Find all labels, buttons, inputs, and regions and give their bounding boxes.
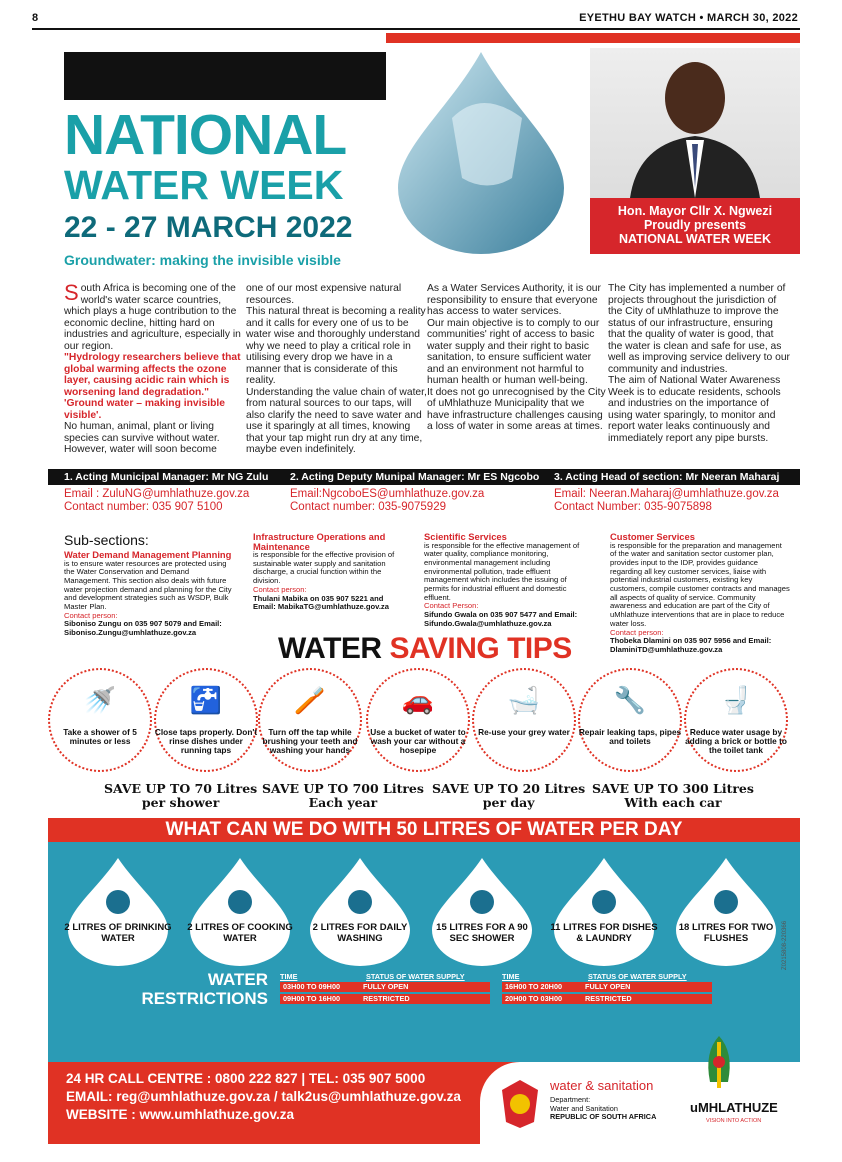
water-drop [428,858,536,966]
manager-2-email[interactable]: Email:NgcoboES@umhlathuze.gov.za [290,488,485,500]
tip-caption: Take a shower of 5 minutes or less [63,727,137,746]
manager-2-title: 2. Acting Deputy Munipal Manager: Mr ES Ngcobo [290,471,540,483]
subsections-heading: Sub-sections: [64,532,149,548]
washing-icon [348,890,372,914]
tip-circle [684,668,788,772]
restrictions-table-right: TIME STATUS OF WATER SUPPLY 16H00 TO 20H00 FULLY OPEN 20H00 TO 03H00 RESTRICTED [502,972,712,1006]
manager-3-contact: Email: Neeran.Maharaj@umhlathuze.gov.za Contact Number: 035-9075898 [554,488,779,513]
toilet-icon [714,890,738,914]
red-bar [386,33,800,43]
saving-3: SAVE UP TO 20 Litres per day [432,781,586,810]
city-name: uMHLATHUZE [690,1100,778,1115]
saving-4: SAVE UP TO 300 Litres With each car [592,781,754,810]
glass-icon [106,890,130,914]
article-col-4: The City has implemented a number of projects throughout the jurisdiction of the City of uMhlathuze to improve the status of our infrastructure, ensuring that the quality of water is good, that the water is clean and safe for use, as well as improving service delivery to our community and industries. The aim of National Water Awareness Week is to educate residents, schools and industries on the importance of using water sparingly, to monitor and report water leaks continuously and immediately report any pipe bursts. [608,283,790,444]
black-bar [64,52,386,100]
water-drop [672,858,780,966]
mayor-photo [590,48,800,198]
footer-email[interactable]: EMAIL: reg@umhlathuze.gov.za / talk2us@umhlathuze.gov.za [66,1089,461,1104]
restrictions-label: WATER RESTRICTIONS [141,970,268,1008]
tip-circle [366,668,470,772]
tagline: Groundwater: making the invisible visible [64,252,341,268]
car-icon: 🚗 [401,686,435,716]
divider [32,28,800,30]
toilet-icon: 🚽 [719,686,753,716]
wrench-icon: 🔧 [613,686,647,716]
title-national: NATIONAL [64,103,347,167]
tip-circle [578,668,682,772]
manager-1-title: 1. Acting Municipal Manager: Mr NG Zulu [64,471,269,483]
manager-1-email[interactable]: Email : ZuluNG@umhlathuze.gov.za [64,488,250,500]
title-water-week: WATER WEEK [64,162,344,208]
restrictions-table-left: TIME STATUS OF WATER SUPPLY 03H00 TO 09H00 FULLY OPEN 09H00 TO 16H00 RESTRICTED [280,972,490,1006]
article-col-2: one of our most expensive natural resources. This natural threat is becoming a reality and it calls for every one of us to be water wise and thoroughly understand why we need to play a critical role in utilising every drop we have in a manner that is considerate of this reality. Understanding the value chain of water, from natural sources to our taps, will also clarify the need to save water and use it sparingly at all times, knowing that your tap might run dry at any time, maybe even indefinitely. [246,283,427,455]
tips-title: WATER SAVING TIPS [278,632,572,665]
water-drop [64,858,172,966]
drop-caption: 18 LITRES FOR TWO FLUSHES [678,922,774,944]
mayor-caption: Hon. Mayor Cllr X. Ngwezi Proudly presents NATIONAL WATER WEEK [590,198,800,254]
fifty-litres-title: WHAT CAN WE DO WITH 50 LITRES OF WATER PER DAY [48,818,800,842]
tip-circle [154,668,258,772]
tip-circle [48,668,152,772]
subsection-3: Scientific Services is responsible for the effective management of water quality, compliance monitoring, environmental management including environmental pollution, trade effluent management which includes the issuing of permits for industrial effluent and domestic effluent. Contact Person: Sifundo Gwala on 035 907 5477 and Email: Sifundo.Gwala@umhlathuze.gov.za [424,531,580,628]
subsection-1: Water Demand Management Planning is to ensure water resources are protected using the Water Conservation and Demand Management. This section also deals with future water projection demand and planning for the City and development strategies such as WSDP, Bulk Master Plan. Contact person: Siboniso Zungu on 035 907 5079 and Email: Siboniso.Zungu@umhlathuze.gov.za [64,549,232,638]
drop-caption: 15 LITRES FOR A 90 SEC SHOWER [436,922,528,944]
water-drop [550,858,658,966]
tip-caption: Use a bucket of water to wash your car without a hosepipe [370,727,466,755]
drop-caption: 2 LITRES FOR DAILY WASHING [312,922,408,944]
bathtub-icon: 🛁 [507,686,541,716]
manager-3-title: 3. Acting Head of section: Mr Neeran Maharaj [554,471,780,483]
dept-title: water & sanitation [550,1078,654,1093]
saving-2: SAVE UP TO 700 Litres Each year [262,781,424,810]
subsection-2: Infrastructure Operations and Maintenance is responsible for the effective provision of sustainable water supply and sanitation discharge, a crucial function within the division. Contact person: Thulani Mabika on 035 907 5221 and Email: MabikaTG@umhlathuze.gov.za [253,531,395,612]
article-col-1: South Africa is becoming one of the world's water scarce countries, which plays a huge contribution to the economic decline, hitting hard on industries and agriculture, especially in our region. "Hydrology researchers believe that global warming affects the ozone layer, causing acidic rain which is worsening land degradation." 'Ground water – making invisible visible'. No human, animal, plant or living species can survive without water. However, water will soon become [64,280,241,455]
managers-bar [48,469,800,485]
toothbrush-icon: 🪥 [293,686,327,716]
tip-caption: Repair leaking taps, pipes and toilets [578,727,682,746]
tip-circle [258,668,362,772]
tip-caption: Turn off the tap while brushing your teeth and washing your hands [262,727,358,755]
water-drop-image [392,48,570,258]
umhlathuze-logo-icon [698,1032,740,1100]
shower-icon: 🚿 [83,686,117,716]
pot-icon [228,890,252,914]
manager-1-contact: Email : ZuluNG@umhlathuze.gov.za Contact number: 035 907 5100 [64,488,250,513]
drop-caption: 2 LITRES OF DRINKING WATER [64,922,172,944]
shower-person-icon [470,890,494,914]
dishes-icon [592,890,616,914]
dept-name: Department: Water and Sanitation REPUBLIC OF SOUTH AFRICA [550,1095,657,1121]
saving-1: SAVE UP TO 70 Litres per shower [104,781,258,810]
tip-caption: Close taps properly. Don't rinse dishes under running taps [154,727,258,755]
article-col-3: As a Water Services Authority, it is our responsibility to ensure that everyone has access to water services. Our main objective is to comply to our communities' right of access to basic water supply and their right to basic sanitation, to ensure sufficient water and an environment not harmful to human health or human well-being. It does not go unrecognised by the City of uMhlathuze Municipality that we have infrastructure challenges causing a loss of water in some areas at times. [427,283,606,432]
drop-caption: 2 LITRES OF COOKING WATER [187,922,293,944]
footer-website[interactable]: WEBSITE : www.umhlathuze.gov.za [66,1107,295,1122]
city-slogan: VISION INTO ACTION [706,1118,762,1124]
page-number: 8 [32,12,39,24]
manager-2-contact: Email:NgcoboES@umhlathuze.gov.za Contact number: 035-9075929 [290,488,485,513]
coat-of-arms-icon [498,1078,542,1130]
masthead: EYETHU BAY WATCH • MARCH 30, 2022 [579,12,798,24]
subsection-4: Customer Services is responsible for the preparation and management of the water and sanitation sector customer plan, provides input to the IDP, provides guidance regarding all key customer services, liaise with potential industrial customers, existing key customers, compile customer contracts and manages all aspects of quality of service. Community awareness and education are part of the City of uMhlathuze interventions that are in place to reduce water loss. Contact person: Thobeka Dlamini on 035 907 5956 and Email: DlaminiTD@umhlathuze.gov.za [610,531,790,654]
drop-caption: 11 LITRES FOR DISHES & LAUNDRY [550,922,658,944]
ref-code: Z0215808-220366 [782,920,788,970]
tip-caption: Re-use your grey water [478,727,570,737]
title-dates: 22 - 27 MARCH 2022 [64,211,353,244]
tip-caption: Reduce water usage by adding a brick or bottle to the toilet tank [685,727,787,755]
tip-circle [472,668,576,772]
water-drop [306,858,414,966]
manager-3-email[interactable]: Email: Neeran.Maharaj@umhlathuze.gov.za [554,488,779,500]
water-drop [186,858,294,966]
footer-contacts: 24 HR CALL CENTRE : 0800 222 827 | TEL: 035 907 5000 EMAIL: reg@umhlathuze.gov.za / talk2us@umhlathuze.gov.za WEBSITE : www.umhlathuze.gov.za [66,1071,461,1122]
tap-icon: 🚰 [189,686,223,716]
